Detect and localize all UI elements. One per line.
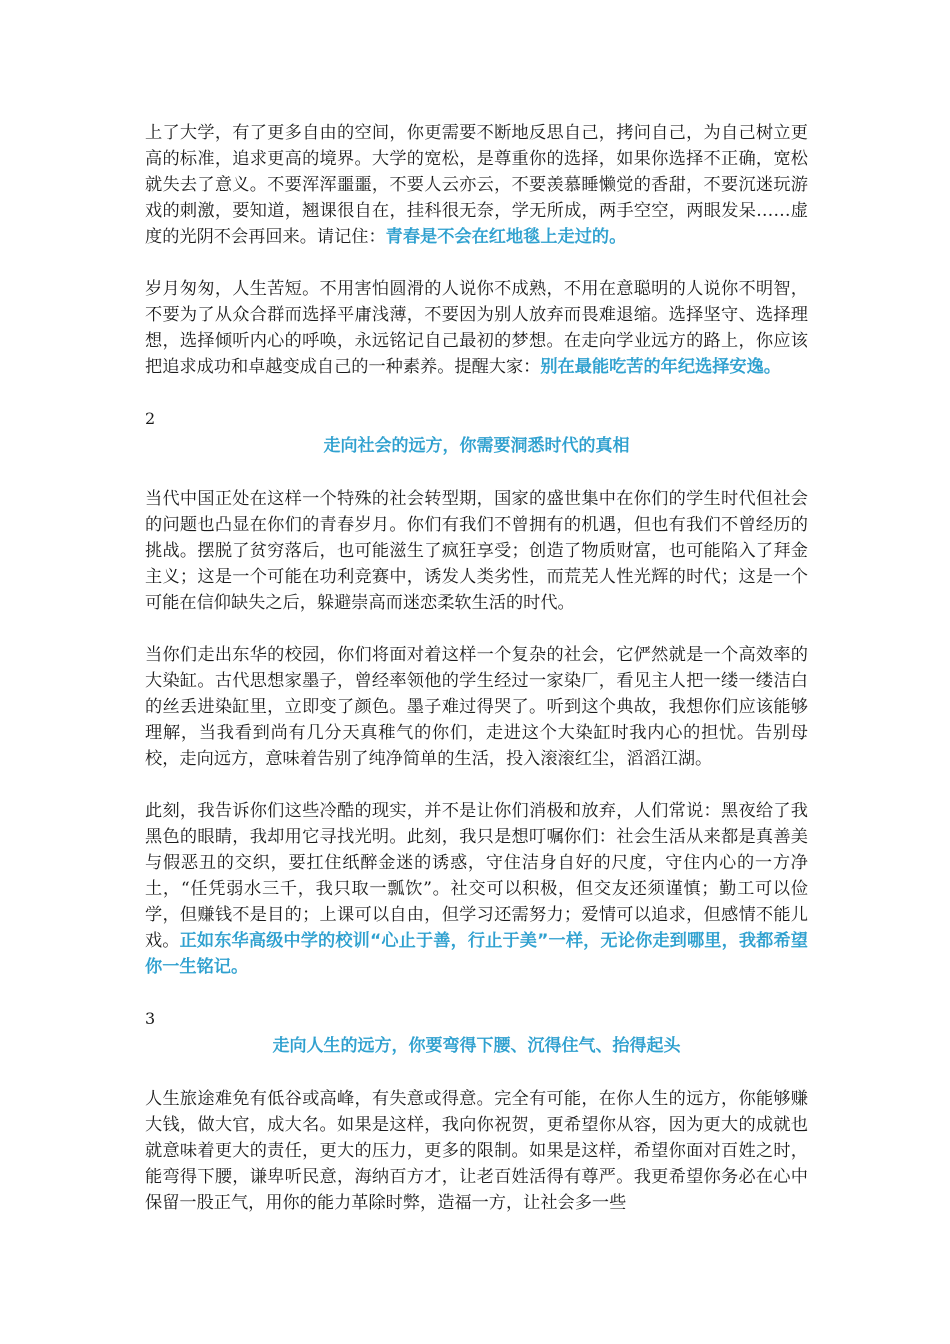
highlight-quote: 正如东华高级中学的校训“心止于善，行止于美”一样，无论你走到哪里，我都希望你一生铭记。	[145, 931, 808, 977]
paragraph-text: 上了大学，有了更多自由的空间，你更需要不断地反思自己，拷问自己，为自己树立更高的标准，追求更高的境界。大学的宽松，是尊重你的选择，如果你选择不正确，宽松就失去了意义。不要浑浑噩噩，不要人云亦云，不要羡慕睡懒觉的香甜，不要沉迷玩游戏的刺激，要知道，翘课很自在，挂科很无奈，学无所成，两手空空，两眼发呆……虚度的光阴不会再回来。请记住：	[145, 123, 808, 247]
section-number: 2	[145, 409, 156, 428]
paragraph-dye-vat: 当你们走出东华的校园，你们将面对着这样一个复杂的社会，它俨然就是一个高效率的大染缸。古代思想家墨子，曾经率领他的学生经过一家染厂，看见主人把一缕一缕洁白的丝丢进染缸里，立即变了颜色。墨子难过得哭了。听到这个典故，我想你们应该能够理解，当我看到尚有几分天真稚气的你们，走进这个大染缸时我内心的担忧。告别母校，走向远方，意味着告别了纯净简单的生活，投入滚滚红尘，滔滔江湖。	[145, 645, 808, 769]
section-title: 走向社会的远方，你需要洞悉时代的真相	[323, 436, 630, 456]
highlight-quote: 别在最能吃苦的年纪选择安逸。	[540, 357, 781, 377]
paragraph-life-journey: 人生旅途难免有低谷或高峰，有失意或得意。完全有可能，在你人生的远方，你能够赚大钱，做大官，成大名。如果是这样，我向你祝贺，更希望你从容，因为更大的成就也就意味着更大的责任，更大的压力，更多的限制。如果是这样，希望你面对百姓之时，能弯得下腰，谦卑听民意，海纳百方才，让老百姓活得有尊严。我更希望你务必在心中保留一股正气，用你的能力革除时弊，造福一方，让社会多一些	[145, 1089, 808, 1213]
section-title: 走向人生的远方，你要弯得下腰、沉得住气、抬得起头	[272, 1036, 681, 1056]
highlight-quote: 青春是不会在红地毯上走过的。	[385, 227, 627, 247]
paragraph-advice	[145, 798, 808, 980]
paragraph-time-flies	[145, 276, 808, 380]
paragraph-text: 岁月匆匆，人生苦短。不用害怕圆滑的人说你不成熟，不用在意聪明的人说你不明智，不要为了从众合群而选择平庸浅薄，不要因为别人放弃而畏难退缩。选择坚守、选择理想，选择倾听内心的呼唤，永远铭记自己最初的梦想。在走向学业远方的路上，你应该把追求成功和卓越变成自己的一种素养。提醒大家：	[145, 279, 808, 377]
paragraph-social-transition: 当代中国正处在这样一个特殊的社会转型期，国家的盛世集中在你们的学生时代但社会的问题也凸显在你们的青春岁月。你们有我们不曾拥有的机遇，但也有我们不曾经历的挑战。摆脱了贫穷落后，也可能滋生了疯狂享受；创造了物质财富，也可能陷入了拜金主义；这是一个可能在功利竞赛中，诱发人类劣性，而荒芜人性光辉的时代；这是一个可能在信仰缺失之后，躲避崇高而迷恋柔软生活的时代。	[145, 489, 808, 613]
paragraph-college-freedom	[145, 120, 808, 250]
paragraph-text: 此刻，我告诉你们这些冷酷的现实，并不是让你们消极和放弃，人们常说：黑夜给了我黑色的眼睛，我却用它寻找光明。此刻，我只是想叮嘱你们：社会生活从来都是真善美与假恶丑的交织，要扛住纸醉金迷的诱惑，守住洁身自好的尺度，守住内心的一方净土，“任凭弱水三千，我只取一瓢饮”。社交可以积极，但交友还须谨慎；勤工可以俭学，但赚钱不是目的；上课可以自由，但学习还需努力；爱情可以追求，但感情不能儿戏。	[145, 801, 808, 951]
section-number: 3	[145, 1009, 156, 1028]
